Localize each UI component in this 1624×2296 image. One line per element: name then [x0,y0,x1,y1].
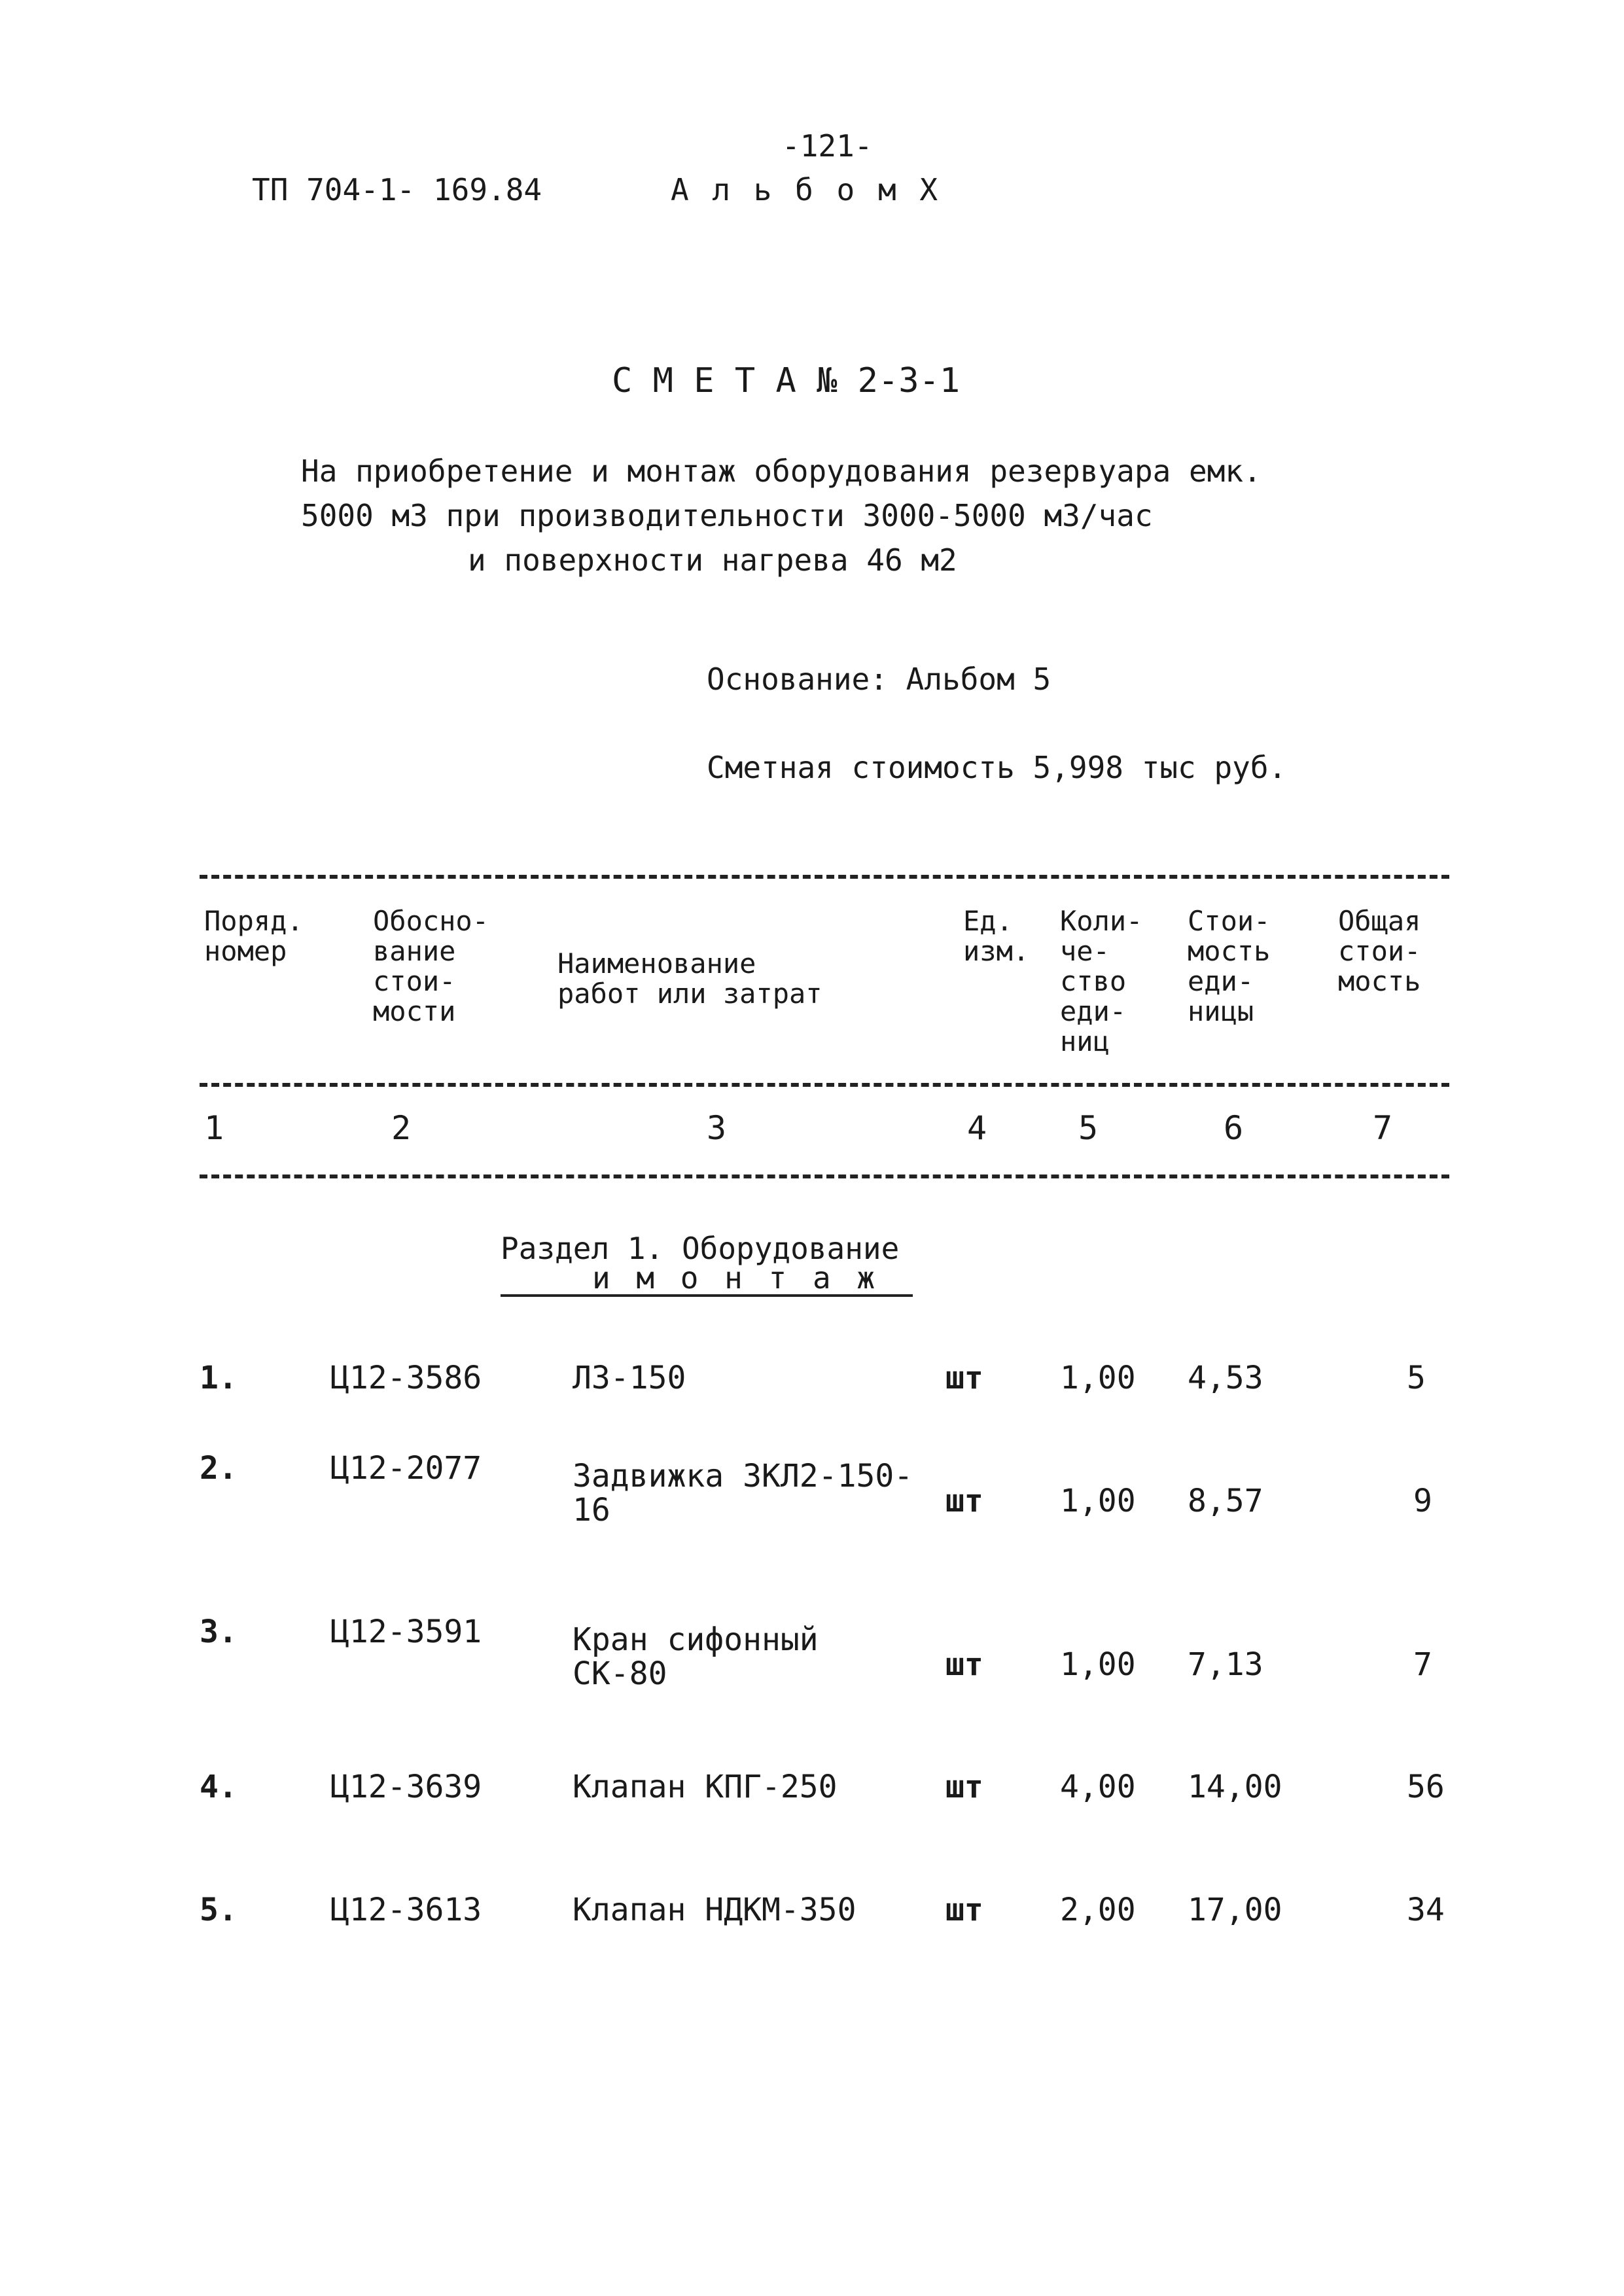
row-quantity: 2,00 [1060,1892,1136,1928]
column-number-5: 5 [1078,1109,1099,1147]
row-total: 34 [1407,1892,1445,1928]
row-name: Клапан НДКМ-350 [573,1892,856,1928]
row-quantity: 1,00 [1060,1360,1136,1396]
column-number-1: 1 [204,1109,224,1147]
table-row [0,1770,1624,1848]
row-total: 56 [1407,1769,1445,1805]
row-name: ЛЗ-150 [573,1360,686,1396]
subtitle-line-3: и поверхности нагрева 46 м2 [468,542,957,578]
row-number: 2. [200,1450,238,1487]
header-order-number: Поряд. номер [204,905,304,967]
row-unit-cost: 4,53 [1188,1360,1263,1396]
row-name: Клапан КПГ-250 [573,1769,838,1805]
header-work-name: Наименование работ или затрат [557,947,822,1010]
section-underline [501,1294,913,1297]
row-unit-cost: 17,00 [1188,1892,1282,1928]
basis-text: Основание: Альбом 5 [707,662,1051,697]
row-unit: шт [945,1646,983,1683]
row-basis: Ц12-3586 [330,1360,482,1396]
header-unit: Ед. изм. [963,905,1030,967]
row-unit-cost: 14,00 [1188,1769,1282,1805]
row-unit: шт [945,1483,983,1519]
page-number: -121- [782,128,873,164]
row-unit: шт [945,1360,983,1396]
row-number: 1. [200,1360,238,1396]
row-basis: Ц12-3613 [330,1892,482,1928]
header-quantity: Коли- че- ство еди- ниц [1060,905,1143,1057]
row-quantity: 1,00 [1060,1646,1136,1683]
row-total: 9 [1413,1483,1432,1519]
header-separator-rule [200,1083,1449,1087]
table-top-rule [200,875,1449,879]
row-basis: Ц12-3639 [330,1769,482,1805]
row-unit-cost: 8,57 [1188,1483,1263,1519]
header-total-cost: Общая стои- мость [1338,905,1421,997]
table-row [0,1361,1624,1439]
row-basis: Ц12-3591 [330,1614,482,1650]
document-code: ТП 704-1- 169.84 [252,172,542,207]
row-total: 5 [1407,1360,1426,1396]
column-numbers-rule [200,1174,1449,1178]
row-total: 7 [1413,1646,1432,1683]
estimated-cost: Сметная стоимость 5,998 тыс руб. [707,750,1287,785]
row-unit: шт [945,1769,983,1805]
row-quantity: 4,00 [1060,1769,1136,1805]
row-name: Кран сифонный СК-80 [573,1621,819,1692]
row-unit-cost: 7,13 [1188,1646,1263,1683]
row-name: Задвижка ЗКЛ2-150- 16 [573,1458,913,1528]
row-number: 3. [200,1614,238,1650]
album-label: А л ь б о м X [671,172,941,207]
table-row [0,1615,1624,1693]
row-quantity: 1,00 [1060,1483,1136,1519]
document-title: С М Е Т А № 2-3-1 [612,361,961,400]
column-number-3: 3 [707,1109,727,1147]
row-unit: шт [945,1892,983,1928]
subtitle-line-2: 5000 м3 при производительности 3000-5000 м3/час [301,498,1153,533]
column-number-7: 7 [1373,1109,1393,1147]
table-row [0,1451,1624,1530]
section-subtitle: и м о н т а ж [592,1260,879,1296]
header-unit-cost: Стои- мость еди- ницы [1188,905,1271,1027]
row-number: 5. [200,1892,238,1928]
row-basis: Ц12-2077 [330,1450,482,1487]
row-number: 4. [200,1769,238,1805]
column-number-4: 4 [967,1109,987,1147]
column-number-6: 6 [1224,1109,1244,1147]
column-number-2: 2 [391,1109,412,1147]
section-title: Раздел 1. Оборудование [501,1231,900,1266]
header-cost-basis: Обосно- вание стои- мости [373,905,489,1027]
table-row [0,1893,1624,1971]
subtitle-line-1: На приобретение и монтаж оборудования резервуара емк. [301,453,1262,489]
